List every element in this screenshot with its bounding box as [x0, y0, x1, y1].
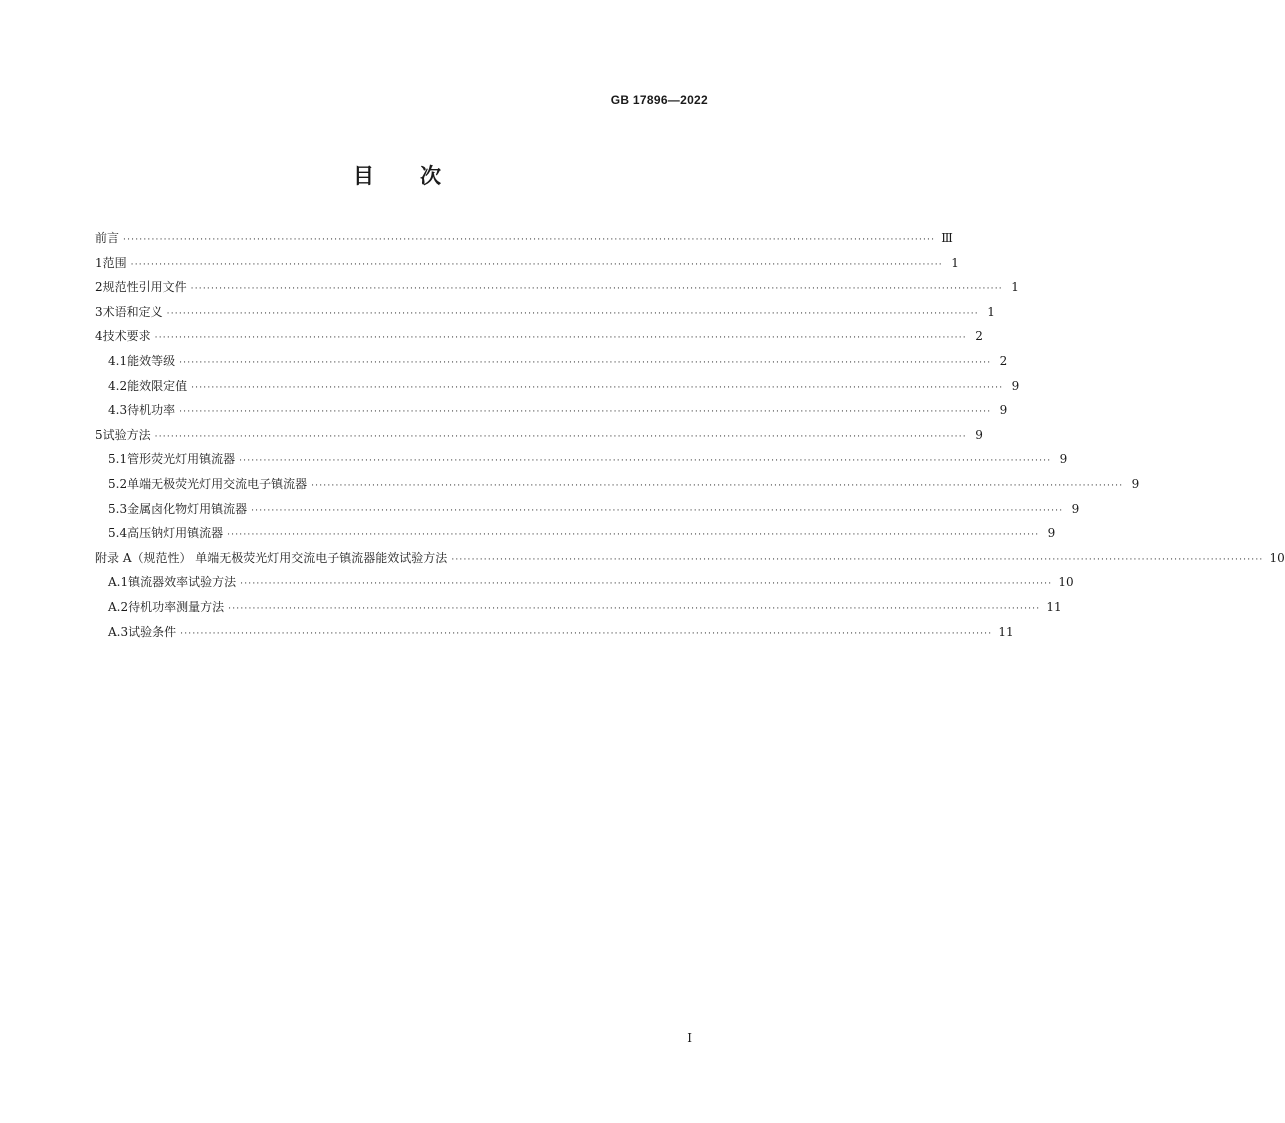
toc-entry-number: A.1 — [108, 575, 129, 590]
toc-entry-page: 2 — [975, 329, 983, 344]
toc-leader-dots: ········································································································································································································ — [191, 382, 1004, 393]
toc-leader-dots: ········································································································································································································ — [228, 603, 1041, 614]
toc-entry-page: 10 — [1269, 550, 1285, 565]
toc-entry-page: 9 — [1011, 378, 1020, 393]
toc-leader-dots: ········································································································································································································ — [166, 308, 979, 319]
toc-entry-page: 1 — [1011, 280, 1019, 295]
toc-entry-label: 金属卤化物灯用镇流器 — [127, 501, 248, 516]
toc-entry-page: 1 — [951, 255, 959, 270]
toc-leader-dots: ········································································································································································································ — [311, 480, 1124, 491]
toc-entry[interactable] — [95, 447, 1068, 472]
toc-entry-label: 能效等级 — [127, 353, 176, 368]
toc-entry-label: 管形荧光灯用镇流器 — [127, 452, 236, 467]
footer-page-number: I — [687, 1031, 692, 1045]
toc-entry-label: 附录 A（规范性） 单端无极荧光灯用交流电子镇流器能效试验方法 — [95, 550, 448, 565]
toc-leader-dots: ········································································································································································································ — [190, 284, 1003, 295]
toc-entry-page: 11 — [998, 624, 1014, 639]
toc-leader-dots: ········································································································································································································ — [240, 579, 1053, 590]
toc-entry-page: 2 — [999, 353, 1008, 368]
toc-entry-page: 11 — [1046, 599, 1062, 614]
toc-entry[interactable] — [95, 275, 1019, 300]
toc-entry-label: 试验条件 — [128, 624, 177, 639]
toc-entry-number: 5.3 — [108, 501, 128, 516]
toc-entry-number: A.3 — [108, 624, 129, 639]
toc-entry-number: 5.1 — [108, 452, 128, 467]
standard-code: GB 17896—2022 — [610, 93, 708, 107]
toc-entry-number: 3 — [95, 304, 103, 319]
toc-entry[interactable] — [95, 497, 1080, 522]
toc-entry-page: 9 — [1071, 501, 1080, 516]
toc-entry-label: 镇流器效率试验方法 — [128, 575, 237, 590]
toc-leader-dots: ········································································································································································································ — [239, 456, 1052, 467]
toc-leader-dots: ········································································································································································································ — [130, 259, 943, 270]
toc-leader-dots: ········································································································································································································ — [179, 407, 992, 418]
toc-entry[interactable] — [95, 226, 953, 251]
toc-entry[interactable] — [95, 251, 959, 276]
table-of-contents — [95, 226, 1285, 644]
toc-leader-dots: ········································································································································································································ — [227, 530, 1040, 541]
toc-entry-page: Ⅲ — [941, 231, 953, 245]
toc-entry[interactable] — [95, 595, 1062, 620]
toc-entry[interactable] — [95, 472, 1140, 497]
toc-entry-page: 10 — [1058, 575, 1074, 590]
toc-entry-label: 范围 — [102, 255, 127, 270]
toc-entry-page: 9 — [975, 427, 983, 442]
toc-entry[interactable] — [95, 398, 1008, 423]
toc-leader-dots: ········································································································································································································ — [451, 554, 1264, 565]
toc-entry[interactable] — [95, 423, 983, 448]
toc-entry-page: 1 — [987, 304, 995, 319]
toc-entry-number: 2 — [95, 280, 103, 295]
toc-entry[interactable] — [95, 349, 1008, 374]
toc-entry-label: 单端无极荧光灯用交流电子镇流器 — [127, 476, 308, 491]
toc-entry-label: 待机功率 — [127, 403, 176, 418]
toc-entry-label: 能效限定值 — [127, 378, 188, 393]
toc-entry-page: 9 — [1059, 452, 1068, 467]
toc-entry-label: 规范性引用文件 — [102, 280, 187, 295]
toc-entry-number: 4.1 — [108, 353, 128, 368]
toc-entry-number: 4.3 — [108, 403, 128, 418]
toc-entry[interactable] — [95, 300, 995, 325]
toc-entry[interactable] — [95, 324, 983, 349]
toc-entry-number: A.2 — [108, 599, 129, 614]
toc-entry[interactable] — [95, 546, 1285, 571]
toc-entry-number: 1 — [95, 255, 103, 270]
toc-leader-dots: ········································································································································································································ — [251, 505, 1064, 516]
toc-entry-number: 5.4 — [108, 526, 128, 541]
toc-entry-page: 9 — [1131, 476, 1140, 491]
toc-entry[interactable] — [95, 620, 1014, 645]
toc-entry-label: 试验方法 — [102, 427, 151, 442]
toc-leader-dots: ········································································································································································································ — [180, 628, 993, 639]
toc-entry-number: 5 — [95, 427, 103, 442]
toc-entry[interactable] — [95, 374, 1020, 399]
toc-entry[interactable] — [95, 521, 1056, 546]
toc-leader-dots: ········································································································································································································ — [179, 357, 992, 368]
toc-entry-label: 术语和定义 — [102, 304, 163, 319]
toc-entry-page: 9 — [999, 403, 1008, 418]
toc-entry[interactable] — [95, 570, 1074, 595]
toc-leader-dots: ········································································································································································································ — [154, 431, 967, 442]
toc-entry-label: 待机功率测量方法 — [128, 599, 225, 614]
toc-entry-number: 4.2 — [108, 378, 128, 393]
toc-entry-label: 技术要求 — [102, 329, 151, 344]
toc-leader-dots: ········································································································································································································ — [154, 333, 967, 344]
toc-leader-dots: ········································································································································································································ — [123, 235, 936, 245]
toc-entry-number: 4 — [95, 329, 103, 344]
toc-title: 目次 — [353, 164, 487, 188]
toc-entry-page: 9 — [1047, 526, 1056, 541]
toc-entry-label: 前言 — [95, 231, 120, 245]
toc-entry-label: 高压钠灯用镇流器 — [127, 526, 224, 541]
toc-entry-number: 5.2 — [108, 476, 128, 491]
